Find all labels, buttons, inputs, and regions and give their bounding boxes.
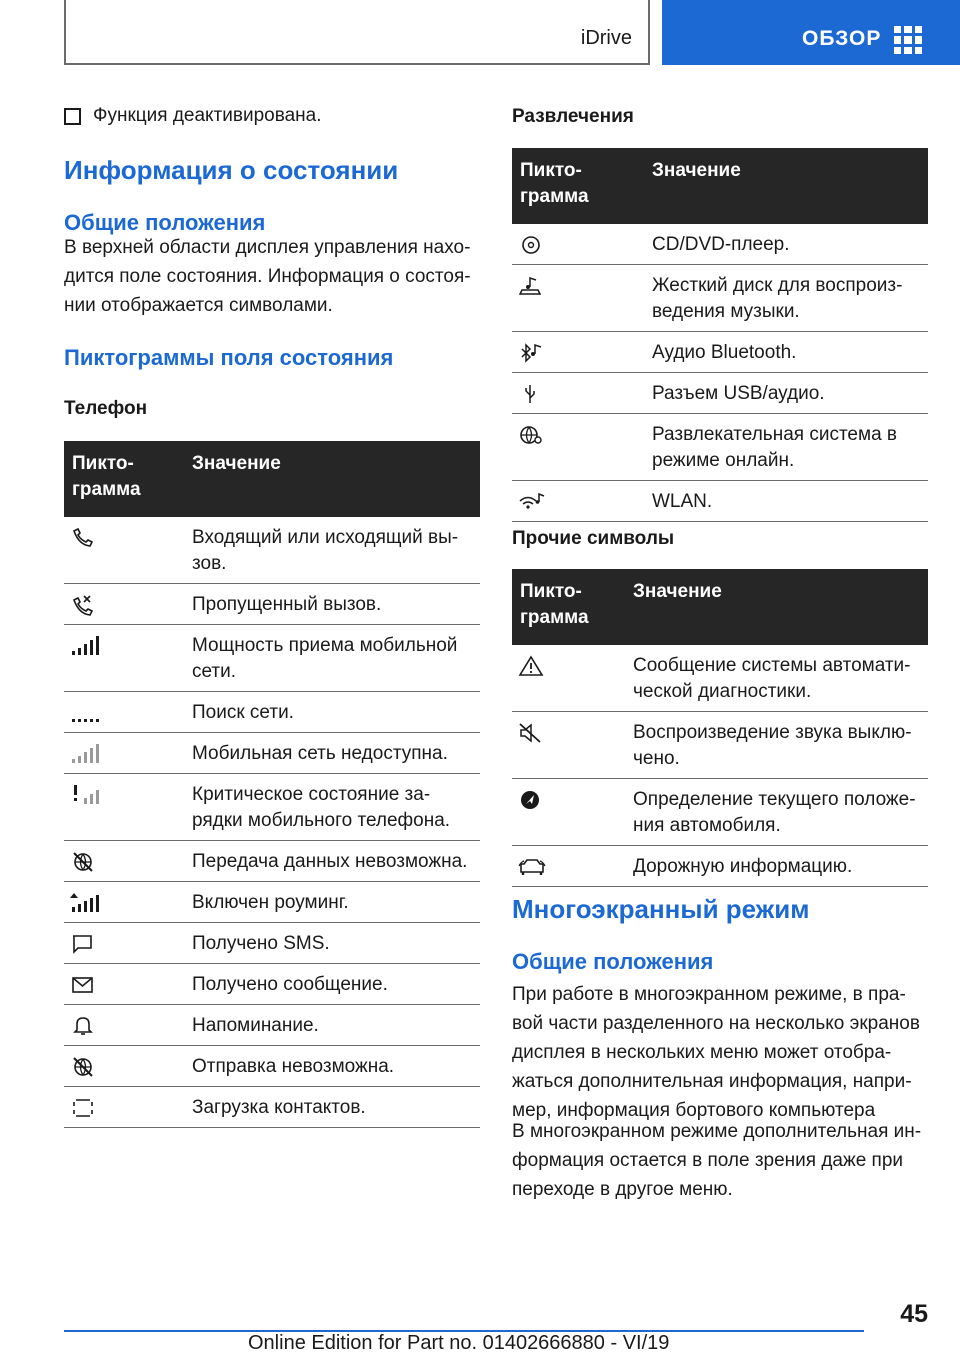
network-unavailable-icon (70, 743, 100, 765)
table-row (512, 265, 928, 332)
row-text: WLAN. (644, 481, 928, 522)
table-row (512, 481, 928, 522)
table-row (512, 414, 928, 481)
send-unavailable-icon (70, 1056, 96, 1078)
table-row (512, 779, 928, 846)
checkbox-icon (64, 108, 81, 125)
heading-general: Общие положения (64, 210, 266, 235)
row-text: Сообщение системы автомати-ческой диагностики. (625, 645, 928, 712)
table-row (64, 964, 480, 1005)
heading-pictograms: Пиктограммы поля состояния (64, 345, 394, 370)
traffic-info-icon (518, 856, 546, 878)
heading-general-multiscreen: Общие положения (512, 949, 714, 974)
row-text: Передача данных невозможна. (184, 841, 480, 882)
general-paragraph: В верхней области дисплея управления нахо-дится поле состояния. Информация о состоя-нии отображается символами. (64, 237, 471, 316)
table-row (64, 692, 480, 733)
page-number: 45 (900, 1300, 928, 1328)
row-text: Загрузка контактов. (184, 1087, 480, 1128)
row-text: Включен роуминг. (184, 882, 480, 923)
table-row (64, 1087, 480, 1128)
row-text: Получено SMS. (184, 923, 480, 964)
row-text: Получено сообщение. (184, 964, 480, 1005)
network-search-icon (70, 702, 100, 724)
table-row (64, 841, 480, 882)
table-row (64, 517, 480, 584)
row-text: Напоминание. (184, 1005, 480, 1046)
table-row (512, 224, 928, 265)
row-text: Мощность приема мобильной сети. (184, 625, 480, 692)
header-section-title: iDrive (580, 27, 632, 49)
row-text: Аудио Bluetooth. (644, 332, 928, 373)
row-text: Определение текущего положе-ния автомобиля. (625, 779, 928, 846)
col-value-header: Значение (644, 148, 928, 224)
contacts-download-icon (70, 1097, 96, 1119)
col-value-header: Значение (184, 441, 480, 517)
heading-status-info: Информация о состоянии (64, 155, 399, 185)
header-section-box (64, 0, 650, 65)
table-row (64, 1046, 480, 1087)
row-text: Мобильная сеть недоступна. (184, 733, 480, 774)
row-text: Разъем USB/аудио. (644, 373, 928, 414)
footer-edition: Online Edition for Part no. 01402666880 - VI/19 (248, 1332, 670, 1354)
table-row (64, 882, 480, 923)
sms-icon (70, 933, 96, 955)
row-text: Жесткий диск для воспроиз-ведения музыки. (644, 265, 928, 332)
heading-multiscreen: Многоэкранный режим (512, 894, 810, 924)
table-header-row (512, 569, 928, 645)
col-pictogram-header: Пикто-грамма (512, 569, 625, 645)
function-deactivated-note (64, 105, 322, 127)
table-header-row (512, 148, 928, 224)
grid-menu-icon (894, 26, 922, 54)
table-row (512, 373, 928, 414)
usb-icon (518, 383, 544, 405)
heading-phone: Телефон (64, 398, 148, 419)
vehicle-position-icon (518, 789, 544, 811)
table-row (512, 712, 928, 779)
table-row (64, 625, 480, 692)
row-text: Дорожную информацию. (625, 846, 928, 887)
header-overview-tab[interactable] (662, 0, 960, 65)
table-row (64, 584, 480, 625)
table-row (64, 923, 480, 964)
multiscreen-paragraph-2: В многоэкранном режиме дополнительная ин-формация остается в поле зрения даже при переходе в другое меню. (512, 1121, 922, 1200)
missed-call-icon (70, 594, 96, 616)
table-row (64, 1005, 480, 1046)
other-symbols-table (512, 569, 928, 887)
hard-disk-music-icon (518, 275, 544, 297)
table-row (512, 846, 928, 887)
reminder-bell-icon (70, 1015, 96, 1037)
phone-symbols-table (64, 441, 480, 1128)
signal-strength-icon (70, 635, 100, 657)
online-entertainment-icon (518, 424, 544, 446)
bluetooth-audio-icon (518, 342, 544, 364)
table-row (512, 645, 928, 712)
function-deactivated-text: Функция деактивирована. (93, 105, 322, 126)
wlan-icon (518, 491, 546, 513)
battery-critical-icon (70, 784, 100, 806)
row-text: Входящий или исходящий вы-зов. (184, 517, 480, 584)
heading-entertainment: Развлечения (512, 106, 634, 127)
row-text: Отправка невозможна. (184, 1046, 480, 1087)
heading-other-symbols: Прочие символы (512, 528, 675, 549)
table-header-row (64, 441, 480, 517)
header-overview-label: ОБЗОР (802, 27, 882, 50)
multiscreen-paragraph-1: При работе в многоэкранном режиме, в пра-вой части разделенного на несколько экранов дисплея в нескольких меню может отобра-жаться дополнительная информация, напри-мер, информация бортового компьютера (512, 984, 920, 1121)
table-row (512, 332, 928, 373)
phone-call-icon (70, 527, 96, 549)
row-text: Воспроизведение звука выклю-чено. (625, 712, 928, 779)
col-value-header: Значение (625, 569, 928, 645)
roaming-icon (70, 892, 100, 914)
col-pictogram-header: Пикто-грамма (512, 148, 644, 224)
entertainment-symbols-table (512, 148, 928, 522)
warning-triangle-icon (518, 655, 544, 677)
col-pictogram-header: Пикто-грамма (64, 441, 184, 517)
cd-dvd-icon (518, 234, 544, 256)
row-text: Пропущенный вызов. (184, 584, 480, 625)
table-row (64, 733, 480, 774)
row-text: CD/DVD-плеер. (644, 224, 928, 265)
table-row (64, 774, 480, 841)
message-icon (70, 974, 96, 996)
data-unavailable-icon (70, 851, 96, 873)
row-text: Критическое состояние за-рядки мобильного телефона. (184, 774, 480, 841)
row-text: Поиск сети. (184, 692, 480, 733)
sound-off-icon (518, 722, 544, 744)
row-text: Развлекательная система в режиме онлайн. (644, 414, 928, 481)
